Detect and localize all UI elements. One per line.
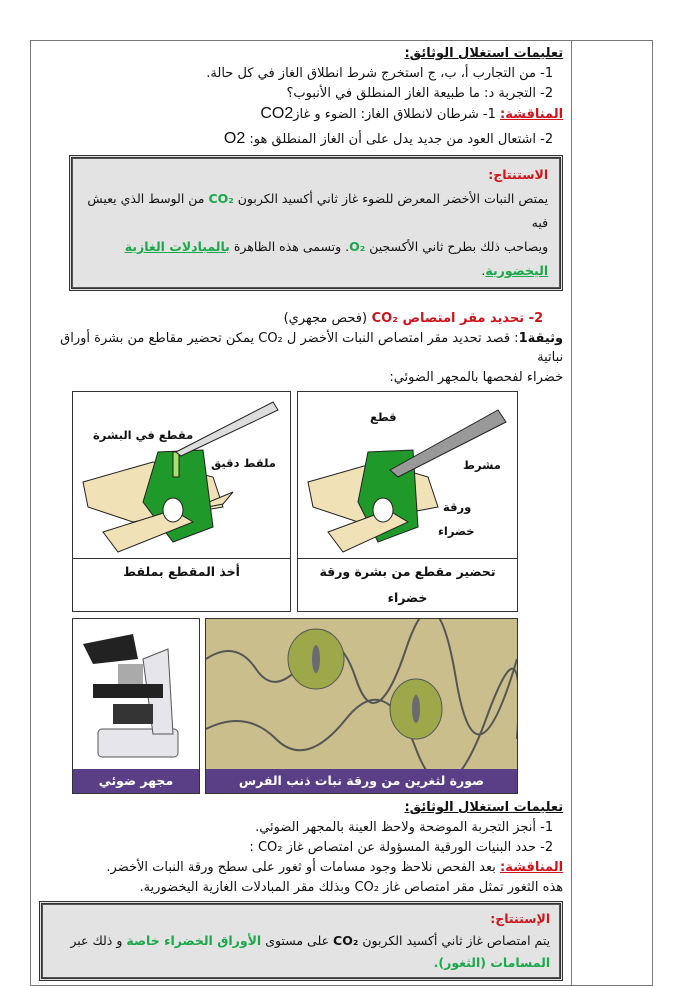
instruction-item: 1- أنجز التجربة الموضحة ولاحظ العينة بالمجهر الضوئي.	[255, 820, 554, 835]
figure-scalpel	[297, 391, 518, 612]
discussion-line: هذه الثغور تمثل مقر امتصاص غاز CO₂ وبذلك مقر المبادلات الغازية اليخضورية.	[139, 880, 564, 895]
section-heading: 2- تحديد مقر امتصاص CO₂ (فحص مجهري)	[283, 311, 544, 326]
figure-microscope	[72, 618, 200, 794]
discussion-line-1	[39, 104, 563, 124]
conclusion-title: الاستنتاج:	[488, 167, 549, 182]
instructions-title: تعليمات استغلال الوثائق:	[404, 46, 564, 61]
conclusion-title: الإستنتاج:	[490, 911, 551, 926]
figure-caption: أخذ المقطع بملقط	[73, 558, 290, 585]
chem-formula: CO2	[260, 105, 294, 122]
figure-label: ورقة	[443, 500, 472, 514]
discussion-line-2	[39, 129, 563, 149]
instructions-title: تعليمات استغلال الوثائق:	[404, 800, 564, 815]
conclusion-box	[39, 901, 563, 981]
figure-row	[39, 391, 563, 612]
figure-caption: صورة لثغرين من ورقة نبات ذنب الفرس	[206, 769, 517, 793]
document-text: وثيقة1: قصد تحديد مقر امتصاص النبات الأخضر ل CO₂ يمكن تحضير مقاطع من بشرة أوراق نباتية	[60, 331, 564, 365]
scalpel-illustration	[298, 392, 517, 558]
figure-label: ملقط دقيق	[211, 456, 276, 470]
photo-row	[39, 618, 563, 794]
figure-label: قطع	[370, 410, 397, 424]
stomata-photo	[206, 619, 517, 769]
figure-tweezers	[72, 391, 291, 612]
conclusion-line: المسامات (الثغور).	[433, 955, 551, 970]
instruction-item: 2- التجربة د: ما طبيعة الغاز المنطلق في الأنبوب؟	[286, 86, 554, 101]
document-text: خضراء لفحصها بالمجهر الضوئي:	[389, 370, 564, 385]
conclusion-line: يمتص النبات الأخضر المعرض للضوء غاز ثاني أكسيد الكربون CO₂ من الوسط الذي يعيش فيه	[87, 191, 549, 230]
discussion-text: 2- اشتعال العود من جديد يدل على أن الغاز المنطلق هو:	[249, 132, 554, 147]
chem-formula: O2	[223, 130, 246, 147]
figure-label: خضراء	[438, 524, 475, 538]
discussion-text: 1- شرطان لانطلاق الغاز: الضوء و غاز	[293, 107, 496, 122]
conclusion-line: ويصاحب ذلك بطرح ثاني الأكسجين O₂. وتسمى هذه الظاهرة بالمبادلات الغازية اليخضورية.	[124, 239, 549, 278]
main-column	[31, 41, 571, 985]
figure-caption: مجهر ضوئي	[73, 769, 199, 793]
page-frame	[30, 40, 653, 986]
conclusion-box	[69, 155, 563, 291]
side-column	[571, 41, 652, 985]
instruction-item: 2- حدد البنيات الورقية المسؤولة عن امتصاص غاز CO₂ :	[249, 840, 554, 855]
instruction-item: 1- من التجارب أ، ب، ج استخرج شرط انطلاق الغاز في كل حالة.	[206, 66, 554, 81]
discussion-label: المناقشة:	[500, 860, 564, 875]
discussion-label: المناقشة:	[500, 107, 564, 122]
conclusion-line: يتم امتصاص غاز ثاني أكسيد الكربون CO₂ على مستوى الأوراق الخضراء خاصة و ذلك عبر	[70, 933, 551, 948]
figure-label: مشرط	[463, 458, 501, 472]
figure-caption: تحضير مقطع من بشرة ورقة خضراء	[298, 558, 517, 611]
tweezers-illustration	[73, 392, 290, 558]
discussion-line: المناقشة: بعد الفحص نلاحظ وجود مسامات أو ثغور على سطح ورقة النبات الأخضر.	[106, 860, 564, 875]
figure-label: مقطع في البشرة	[93, 428, 194, 442]
microscope-image	[73, 619, 199, 769]
figure-stomata-photo	[205, 618, 518, 794]
